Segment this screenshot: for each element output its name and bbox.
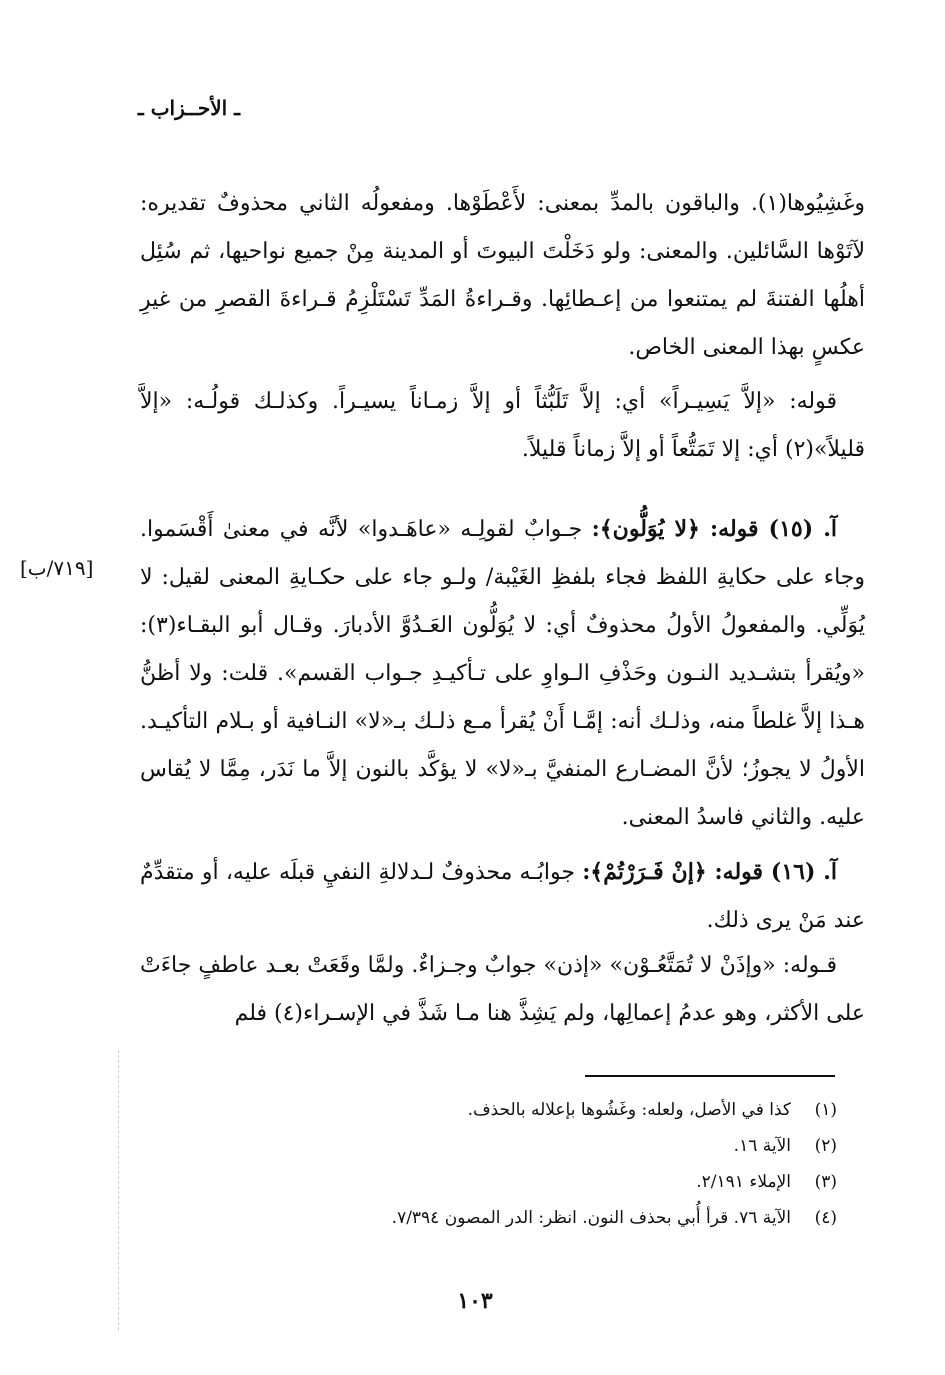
verse-heading: آ. (١٥) قوله: ﴿لا يُوَلُّون﴾: <box>591 516 837 542</box>
verse-heading: آ. (١٦) قوله: ﴿إنْ فَـرَرْتُمْ﴾: <box>582 859 837 885</box>
running-header: ـ الأحــزاب ـ <box>137 96 240 120</box>
footnotes <box>117 1092 837 1236</box>
paragraph-text <box>140 505 865 842</box>
paragraph-text: قـوله: «وإذَنْ لا تُمَتَّعُـوْن» «إذن» جوابٌ وجـزاءٌ. ولمَّا وقَعَتْ بعـد عاطفٍ جاءَتْ على الأكثر، وهو عدمُ إعمالِها، ولم يَشِذَّ هنا مـا شَذَّ في الإسـراء(٤) فلم <box>140 953 865 1026</box>
footnote-text: الآية ١٦. <box>733 1136 791 1156</box>
footnote-text: الإملاء ٢/١٩١. <box>696 1172 791 1192</box>
footnote-number: (٣) <box>814 1172 837 1192</box>
footnote-3 <box>117 1164 837 1200</box>
verse-text: جـوابٌ لقولِـه «عاهَـدوا» لأنَّه في معنىٰ أَقْسَموا. وجاء على حكايةِ اللفظ فجاء بلفظِ الغَيْبة/ ولـو جاء على حكـايةِ المعنى لقيل: لا يُوَلِّي. والمفعولُ الأولُ محذوفٌ أي: لا يُوَلُّون العَـدُوَّ الأدبارَ. وقـال أبو البقـاء(٣): «ويُقرأ بتشـديد النـون وحَذْفِ الـواوِ على تـأكيـدِ جـواب القسم». قلت: ولا أظنُّ هـذا إلاَّ غلطاً منه، وذلـك أنه: إمَّـا أَنْ يُقرأ مـع ذلـك بـ«لا» النـافية أو بـلام التأكيـد. الأولُ لا يجوزُ؛ لأنَّ المضـارع المنفيَّ بـ«لا» لا يؤكَّد بالنون إلاَّ ما نَدَر، مِمَّا لا يُقاس عليه. والثاني فاسدُ المعنى. <box>140 517 865 830</box>
verse-text: جوابُـه محذوفٌ لـدلالةِ النفيِ قبلَه عليه، أو متقدِّمٌ عند مَنْ يرى ذلك. <box>140 860 865 933</box>
page-number: ١٠٣ <box>457 1288 493 1314</box>
body-paragraph-1 <box>140 180 865 372</box>
footnote-number: (٢) <box>814 1136 837 1156</box>
body-paragraph-5 <box>140 942 865 1038</box>
verse-16-commentary <box>140 848 865 945</box>
paragraph-text: وغَشِيُوها(١). والباقون بالمدِّ بمعنى: لأَعْطَوْها. ومفعولُه الثاني محذوفٌ تقديره: لآتَوْها السَّائلين. والمعنى: ولو دَخَلْتَ البيوتَ أو المدينة مِنْ جميع نواحيها، ثم سُئِل أهلُها الفتنةَ لم يمتنعوا من إعـطائِها. وقـراءةُ المَدِّ تَسْتَلْزِمُ قـراءةَ القصرِ من غيرِ عكسٍ بهذا المعنى الخاص. <box>140 191 865 360</box>
footnote-number: (١) <box>814 1100 837 1120</box>
footnote-text: كذا في الأصل، ولعله: وغَشُوها بإعلاله بالحذف. <box>467 1100 791 1120</box>
paragraph-text: قوله: «إلاَّ يَسِيـراً» أي: إلاَّ تَلَبُّثاً أو إلاَّ زمـاناً يسيـراً. وكذلـك قولُـه: «إلاَّ قليلاً»(٢) أي: إلا تَمَتُّعاً أو إلاَّ زماناً قليلاً. <box>140 389 865 462</box>
footnote-2 <box>117 1128 837 1164</box>
footnote-number: (٤) <box>814 1208 837 1228</box>
footnote-divider <box>585 1075 835 1077</box>
footnote-4 <box>117 1200 837 1236</box>
body-paragraph-2 <box>140 378 865 474</box>
manuscript-folio-reference: [٧١٩/ب] <box>20 556 94 580</box>
footnote-text: الآية ٧٦. قرأ أُبي بحذف النون. انظر: الدر المصون ٧/٣٩٤. <box>391 1208 791 1228</box>
footnote-1 <box>117 1092 837 1128</box>
verse-15-commentary <box>140 505 865 842</box>
paragraph-text <box>140 848 865 945</box>
